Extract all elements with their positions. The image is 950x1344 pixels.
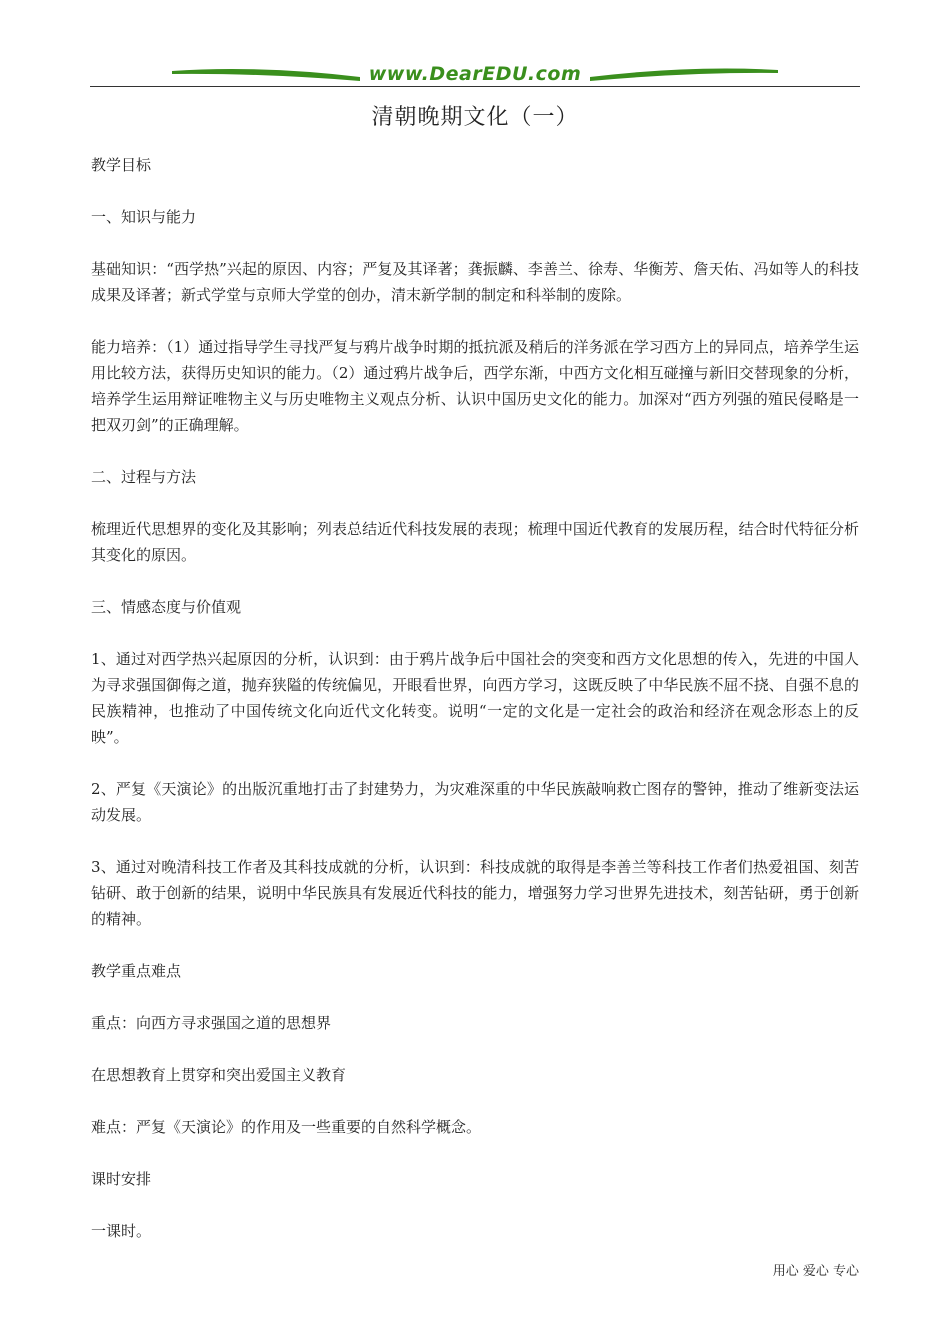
header-divider: [90, 86, 860, 87]
section-heading: 教学重点难点: [91, 962, 182, 980]
subsection-heading: 二、过程与方法: [91, 468, 197, 486]
body-paragraph: 2、严复《天演论》的出版沉重地打击了封建势力，为灾难深重的中华民族敲响救亡图存的警钟，推动了维新变法运动发展。: [91, 780, 859, 824]
body-paragraph: 基础知识：“西学热”兴起的原因、内容；严复及其译著；龚振麟、李善兰、徐寿、华衡芳、詹天佑、冯如等人的科技成果及译著；新式学堂与京师大学堂的创办，清末新学制的制定和科举制的废除。: [91, 260, 859, 304]
body-paragraph: 在思想教育上贯穿和突出爱国主义教育: [91, 1066, 347, 1084]
page-footer: 用心 爱心 专心: [772, 1264, 859, 1279]
section-heading: 教学目标: [91, 156, 152, 174]
body-paragraph: 重点：向西方寻求强国之道的思想界: [91, 1014, 332, 1032]
document-body: [91, 152, 859, 1270]
section-heading: 课时安排: [91, 1170, 152, 1188]
body-paragraph: 3、通过对晚清科技工作者及其科技成就的分析，认识到：科技成就的取得是李善兰等科技工作者们热爱祖国、刻苦钻研、敢于创新的结果，说明中华民族具有发展近代科技的能力，增强努力学习世界先进技术，刻苦钻研，勇于创新的精神。: [91, 858, 859, 928]
page-title: 清朝晚期文化（一）: [371, 105, 579, 130]
body-paragraph: 1、通过对西学热兴起原因的分析，认识到：由于鸦片战争后中国社会的突变和西方文化思想的传入，先进的中国人为寻求强国御侮之道，抛弃狭隘的传统偏见，开眼看世界，向西方学习，这既反映了中华民族不屈不挠、自强不息的民族精神，也推动了中国传统文化向近代文化转变。说明“一定的文化是一定社会的政治和经济在观念形态上的反映”。: [91, 650, 859, 746]
body-paragraph: 能力培养：（1）通过指导学生寻找严复与鸦片战争时期的抵抗派及稍后的洋务派在学习西方上的异同点，培养学生运用比较方法，获得历史知识的能力。（2）通过鸦片战争后，西学东渐，中西方文化相互碰撞与新旧交替现象的分析，培养学生运用辩证唯物主义与历史唯物主义观点分析、认识中国历史文化的能力。加深对“西方列强的殖民侵略是一把双刃剑”的正确理解。: [91, 338, 859, 434]
body-paragraph: 梳理近代思想界的变化及其影响；列表总结近代科技发展的表现；梳理中国近代教育的发展历程，结合时代特征分析其变化的原因。: [91, 520, 859, 564]
body-paragraph: 一课时。: [91, 1222, 152, 1240]
subsection-heading: 一、知识与能力: [91, 208, 197, 226]
page-header: [90, 60, 860, 90]
subsection-heading: 三、情感态度与价值观: [91, 598, 242, 616]
body-paragraph: 难点：严复《天演论》的作用及一些重要的自然科学概念。: [91, 1118, 482, 1136]
logo-text: www.DearEDU.com: [368, 63, 582, 85]
